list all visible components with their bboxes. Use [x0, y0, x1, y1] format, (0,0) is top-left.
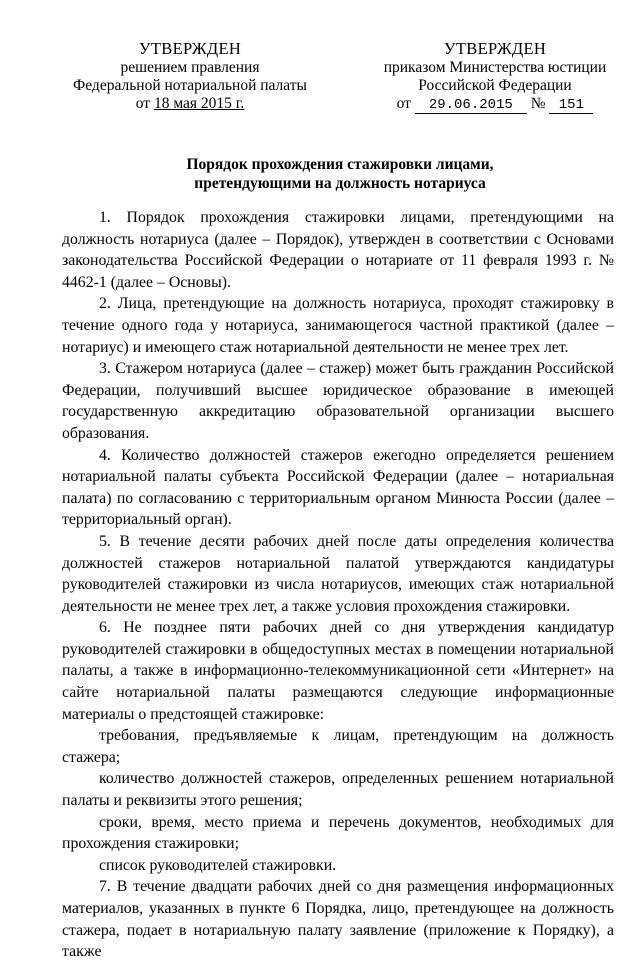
document-title — [60, 155, 620, 193]
paragraph: 1. Порядок прохождения стажировки лицами, претендующими на должность нотариуса (далее – Порядок), утвержден в соответствии с Основами законодательства Российской Федерации о нотариате от 11 февраля 1993 г. № 4462-1 (далее – Основы). — [62, 209, 614, 291]
approval-date: 29.06.2015 — [415, 97, 527, 114]
date-prefix: от — [396, 95, 411, 112]
approved-heading: УТВЕРЖДЕН — [138, 39, 242, 58]
paragraph: 7. В течение двадцати рабочих дней со дня размещения информационных материалов, указанных в пункте 6 Порядка, лицо, претендующее на должность стажера, подает в нотариальную палату заявление (приложение к Порядку), а также — [62, 878, 614, 961]
approved-heading: УТВЕРЖДЕН — [443, 39, 547, 58]
approval-date: 18 мая 2015 г. — [153, 95, 245, 112]
approval-line: решением правления — [120, 59, 260, 76]
paragraph: 4. Количество должностей стажеров ежегодно определяется решением нотариальной палаты субъекта Российской Федерации (далее – нотариальная палата) по согласованию с территориальным органом Минюста России (далее – территориальный орган). — [62, 446, 614, 529]
number-prefix: № — [530, 95, 546, 112]
approval-line: Российской Федерации — [418, 77, 572, 94]
list-paragraph: список руководителей стажировки. — [99, 856, 337, 874]
date-prefix: от — [135, 95, 154, 112]
approval-line: приказом Министерства юстиции — [383, 59, 607, 76]
approval-line: Федеральной нотариальной палаты — [73, 77, 307, 94]
list-paragraph: сроки, время, место приема и перечень документов, необходимых для прохождения стажировки; — [62, 813, 614, 853]
paragraph: 2. Лица, претендующие на должность нотариуса, проходят стажировку в течение одного года у нотариуса, занимающегося частной практикой (далее – нотариус) и имеющего стаж нотариальной деятельности не менее трех лет. — [62, 295, 614, 356]
order-number: 151 — [549, 97, 593, 114]
paragraph: 3. Стажером нотариуса (далее – стажер) может быть гражданин Российской Федерации, получивший высшее юридическое образование в имеющей государственную аккредитацию образовательной организации высшего образования. — [62, 360, 614, 442]
document-body — [62, 207, 614, 963]
approval-date-row — [375, 95, 615, 114]
list-paragraph: количество должностей стажеров, определенных решением нотариальной палаты и реквизиты этого решения; — [62, 770, 614, 810]
paragraph: 5. В течение десяти рабочих дней после даты определения количества должностей стажеров нотариальной палатой утверждаются кандидатуры руководителей стажировки из числа нотариусов, имеющих стаж нотариальной деятельности не менее трех лет, а также условия прохождения стажировки. — [62, 532, 614, 615]
approval-block-chamber — [40, 40, 340, 113]
approval-date-row — [40, 95, 340, 113]
approval-block-ministry — [375, 40, 615, 114]
title-line: претендующими на должность нотариуса — [194, 175, 486, 192]
title-line: Порядок прохождения стажировки лицами, — [186, 156, 494, 173]
paragraph: 6. Не позднее пяти рабочих дней со дня утверждения кандидатур руководителей стажировки в общедоступных местах в помещении нотариальной палаты, а также в информационно-телекоммуникационной сети «Интернет» на сайте нотариальной палаты размещаются следующие информационные материалы о предстоящей стажировке: — [62, 619, 614, 723]
list-paragraph: требования, предъявляемые к лицам, претендующим на должность стажера; — [62, 727, 614, 766]
